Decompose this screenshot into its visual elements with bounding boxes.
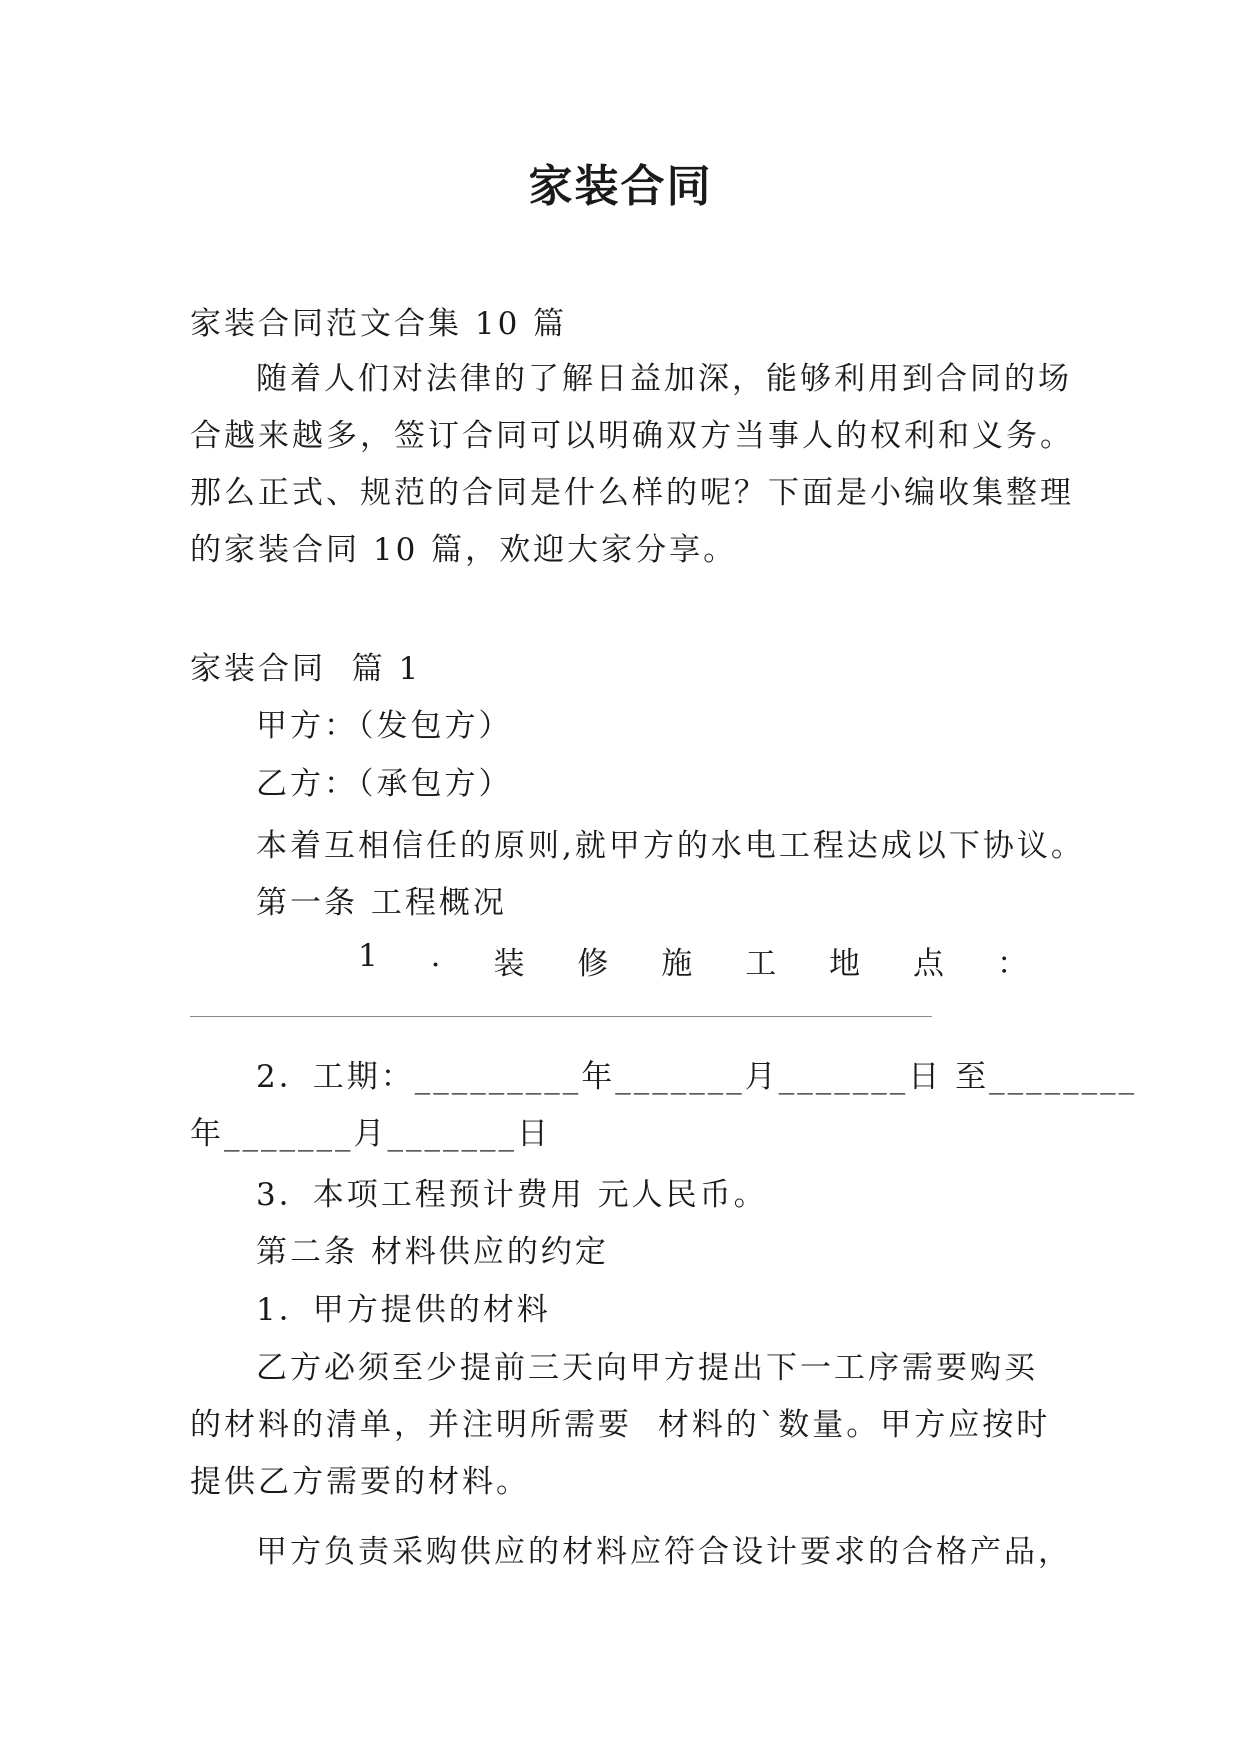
intro-line: 随着人们对法律的了解日益加深，能够利用到合同的场: [256, 361, 1072, 397]
item-1-char: 修: [577, 946, 609, 982]
article-2-heading: 第二条 材料供应的约定: [256, 1234, 609, 1270]
item-1-char: 工: [745, 946, 777, 982]
site-address-blank-line: [190, 1016, 932, 1017]
item-2-schedule-line-cont: 年_______月_______日: [190, 1116, 551, 1152]
paragraph-line: 乙方必须至少提前三天向甲方提出下一工序需要购买: [256, 1350, 1038, 1386]
item-1-char: 地: [829, 946, 861, 982]
item-1-char: 装: [493, 946, 525, 982]
item-1-char: 1: [358, 938, 378, 974]
paragraph-line: 甲方负责采购供应的材料应符合设计要求的合格产品，: [256, 1534, 1072, 1570]
intro-line: 那么正式、规范的合同是什么样的呢？下面是小编收集整理: [190, 475, 1074, 511]
paragraph-line: 提供乙方需要的材料。: [190, 1464, 530, 1500]
sub-item-1-heading: 1．甲方提供的材料: [256, 1292, 551, 1328]
item-2-schedule-line: 2．工期：_________年_______月_______日 至________: [256, 1059, 1138, 1095]
paragraph-line: 的材料的清单，并注明所需要 材料的`数量。甲方应按时: [190, 1407, 1051, 1443]
item-1-char: 点: [913, 946, 945, 982]
item-1-char: ：: [996, 946, 1028, 982]
preamble-line: 本着互相信任的原则,就甲方的水电工程达成以下协议。: [256, 828, 1085, 864]
party-a-line: 甲方：（发包方）: [256, 708, 513, 744]
item-1-char: 施: [661, 946, 693, 982]
document-title: 家装合同: [528, 161, 713, 212]
intro-line: 合越来越多，签订合同可以明确双方当事人的权利和义务。: [190, 418, 1074, 454]
section-heading: 家装合同 篇 1: [190, 651, 422, 687]
collection-subtitle: 家装合同范文合集 10 篇: [190, 306, 568, 342]
item-1-site-line: [358, 938, 1028, 983]
party-b-line: 乙方：（承包方）: [256, 766, 513, 802]
intro-line: 的家装合同 10 篇，欢迎大家分享。: [190, 532, 738, 568]
item-3-cost-line: 3．本项工程预计费用 元人民币。: [256, 1177, 768, 1213]
article-1-heading: 第一条 工程概况: [256, 885, 507, 921]
item-1-char: .: [430, 938, 441, 974]
